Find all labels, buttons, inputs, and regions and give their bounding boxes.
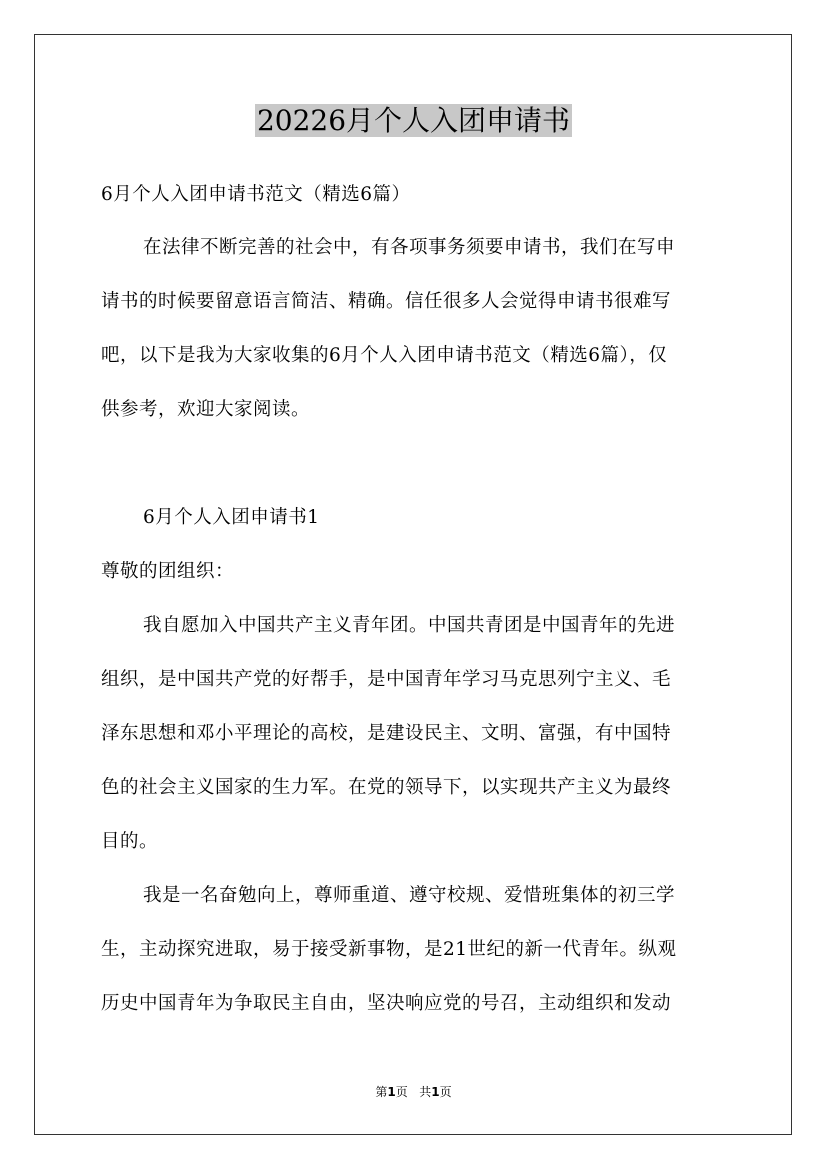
intro-line: 供参考，欢迎大家阅读。 [101,399,311,420]
document-title: 20226月个人入团申请书 [256,104,571,137]
footer-page-total: 1 [431,1085,440,1099]
intro-line: 吧，以下是我为大家收集的6月个人入团申请书范文（精选6篇），仅 [101,345,668,366]
paragraph-line: 组织，是中国共产党的好帮手，是中国青年学习马克思列宁主义、毛 [101,669,672,690]
footer-page-mid: 页 共 [395,1085,432,1099]
paragraph-line: 目的。 [101,831,159,852]
footer-page-prefix: 第 [375,1085,388,1099]
salutation: 尊敬的团组织： [101,561,235,582]
intro-line: 请书的时候要留意语言简洁、精确。信任很多人会觉得申请书很难写 [101,291,672,312]
paragraph-line: 生，主动探究进取，易于接受新事物，是21世纪的新一代青年。纵观 [101,939,677,960]
subtitle-line: 6月个人入团申请书范文（精选6篇） [101,184,411,205]
paragraph-line: 我自愿加入中国共产主义青年团。中国共青团是中国青年的先进 [143,615,676,636]
intro-line: 在法律不断完善的社会中，有各项事务须要申请书，我们在写申 [143,237,676,258]
page-footer [0,1084,827,1100]
footer-page-number: 1 [387,1085,396,1099]
paragraph-line: 历史中国青年为争取民主自由，坚决响应党的号召，主动组织和发动 [101,993,672,1014]
paragraph-line: 泽东思想和邓小平理论的高校，是建设民主、文明、富强，有中国特 [101,723,672,744]
footer-page-suffix: 页 [439,1085,452,1099]
section-heading: 6月个人入团申请书1 [143,507,320,528]
paragraph-line: 我是一名奋勉向上，尊师重道、遵守校规、爱惜班集体的初三学 [143,885,676,906]
paragraph-line: 色的社会主义国家的生力军。在党的领导下，以实现共产主义为最终 [101,777,672,798]
